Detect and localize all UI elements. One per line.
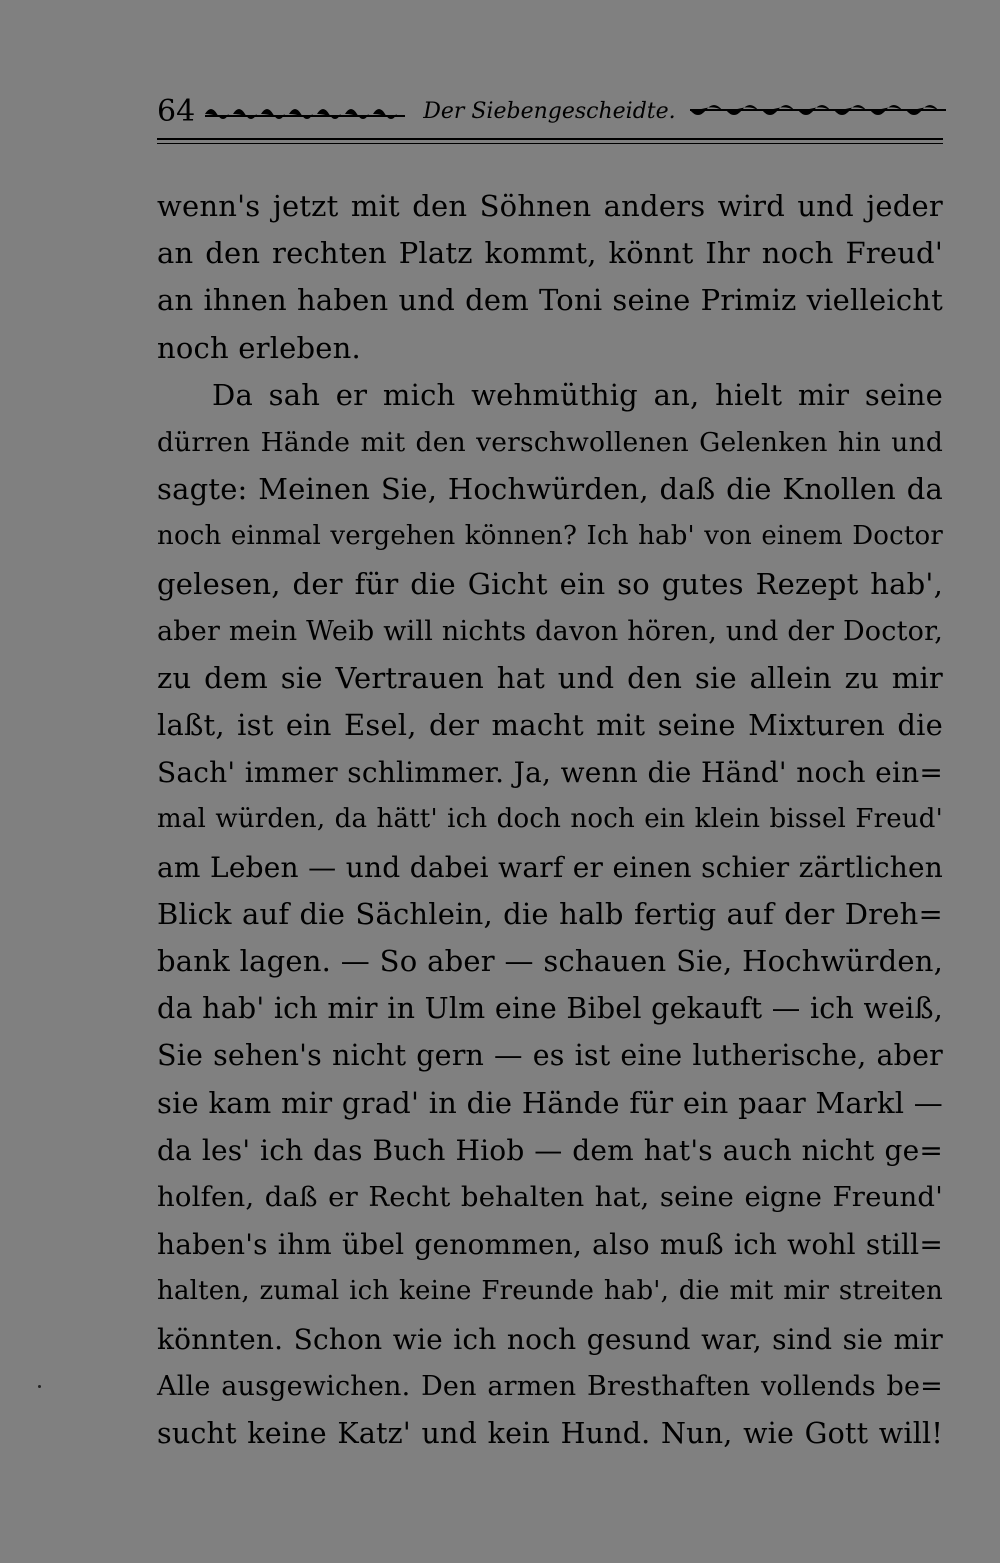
- text-line: Blick auf die Sächlein, die halb fertig auf der Dreh=: [157, 896, 943, 931]
- text-line: sagte: Meinen Sie, Hochwürden, daß die Knollen da: [157, 472, 943, 507]
- page-header: [157, 92, 943, 132]
- header-rule: [157, 138, 943, 140]
- text-line: noch erleben.: [157, 330, 361, 365]
- text-line: Alle ausgewichen. Den armen Bresthaften vollends be=: [157, 1370, 943, 1402]
- text-line: haben's ihm übel genommen, also muß ich wohl still=: [157, 1228, 943, 1262]
- page-number: 64: [157, 94, 196, 129]
- text-line: Sach' immer schlimmer. Ja, wenn die Händ' noch ein=: [157, 756, 943, 790]
- text-line: aber mein Weib will nichts davon hören, und der Doctor,: [157, 615, 943, 647]
- text-line: könnten. Schon wie ich noch gesund war, sind sie mir: [157, 1322, 943, 1356]
- text-line: an ihnen haben und dem Toni seine Primiz vielleicht: [157, 283, 943, 318]
- text-line: halten, zumal ich keine Freunde hab', die mit mir streiten: [157, 1276, 943, 1307]
- text-line: zu dem sie Vertrauen hat und den sie allein zu mir: [157, 660, 943, 695]
- text-line: gelesen, der für die Gicht ein so gutes Rezept hab',: [157, 566, 943, 601]
- text-line: holfen, daß er Recht behalten hat, seine eigne Freund': [157, 1180, 943, 1213]
- text-line: noch einmal vergehen können? Ich hab' von einem Doctor: [157, 521, 943, 552]
- text-line: da les' ich das Buch Hiob — dem hat's auch nicht ge=: [157, 1133, 943, 1167]
- right-ornament-icon: [686, 92, 956, 132]
- print-speck: [38, 1385, 41, 1388]
- text-line: sucht keine Katz' und kein Hund. Nun, wie Gott will!: [157, 1416, 943, 1450]
- text-line: wenn's jetzt mit den Söhnen anders wird und jeder: [157, 189, 943, 223]
- text-line: an den rechten Platz kommt, könnt Ihr noch Freud': [157, 236, 943, 271]
- text-line: mal würden, da hätt' ich doch noch ein klein bissel Freud': [157, 804, 943, 835]
- text-line: dürren Hände mit den verschwollenen Gelenken hin und: [157, 426, 943, 458]
- text-line: da hab' ich mir in Ulm eine Bibel gekauft — ich weiß,: [157, 992, 943, 1026]
- text-line: am Leben — und dabei warf er einen schier zärtlichen: [157, 850, 943, 884]
- header-rule-thin: [157, 143, 943, 144]
- body-text: [157, 183, 943, 1457]
- text-line: Sie sehen's nicht gern — es ist eine lutherische, aber: [157, 1039, 943, 1073]
- text-line: laßt, ist ein Esel, der macht mit seine Mixturen die: [157, 708, 943, 743]
- text-line: Da sah er mich wehmüthig an, hielt mir seine: [212, 377, 943, 412]
- left-ornament-icon: [203, 92, 413, 132]
- running-title: Der Siebengescheidte.: [423, 99, 676, 124]
- text-line: bank lagen. — So aber — schauen Sie, Hochwürden,: [157, 944, 943, 978]
- text-line: sie kam mir grad' in die Hände für ein paar Markl —: [157, 1085, 943, 1120]
